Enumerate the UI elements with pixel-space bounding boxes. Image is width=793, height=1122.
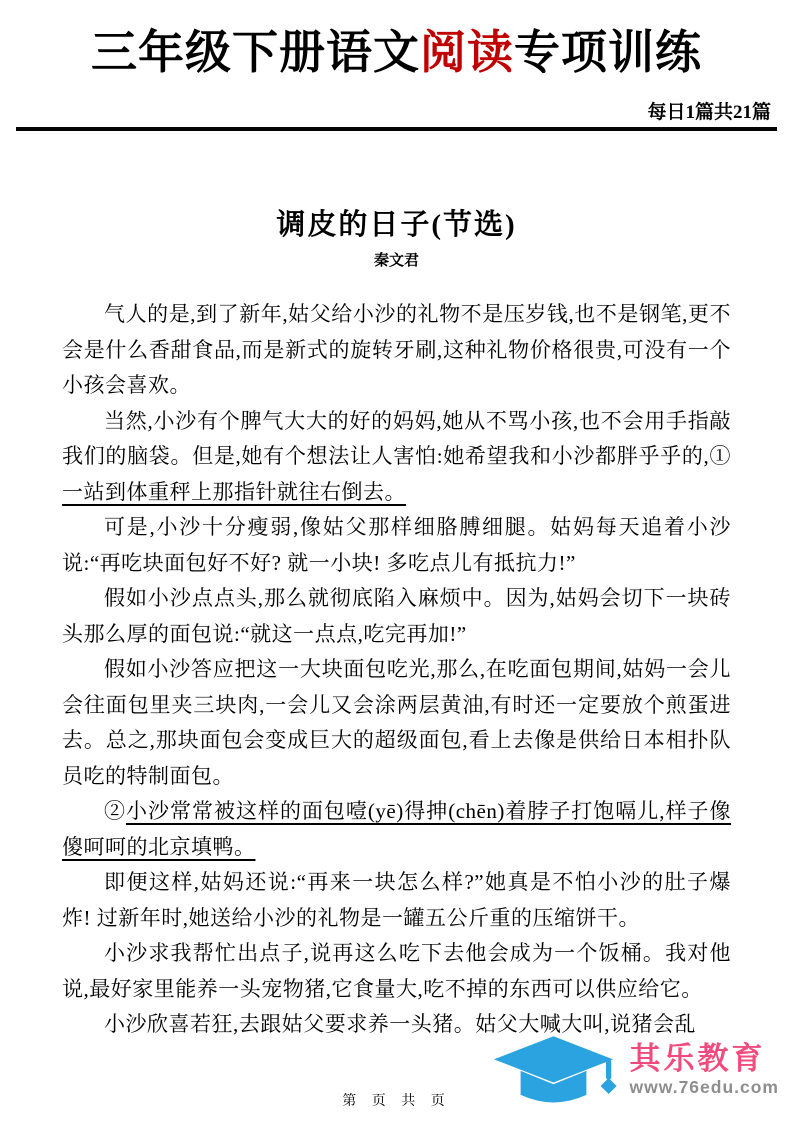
text-segment: 当然,小沙有个脾气大大的好的妈妈,她从不骂小孩,也不会用手指敲我们的脑袋。但是,她有个想法让人害怕:她希望我和小沙都胖乎乎的,①	[62, 408, 731, 468]
paragraph	[62, 510, 731, 581]
article-body	[0, 297, 793, 1043]
article-author: 秦文君	[373, 253, 419, 269]
paragraph	[62, 652, 731, 794]
article-title: 调皮的日子(节选)	[276, 209, 517, 241]
text-segment: 假如小沙点点头,那么就彻底陷入麻烦中。因为,姑妈会切下一块砖头那么厚的面包说:“就这一点点,吃完再加!”	[62, 586, 731, 646]
brand-url: www.76edu.com	[629, 1077, 779, 1097]
underlined-segment: 一站到体重秤上那指针就往右倒去。	[62, 479, 406, 504]
brand-text-block	[630, 1042, 779, 1098]
paragraph	[62, 794, 731, 865]
text-segment: 可是,小沙十分瘦弱,像姑父那样细胳膊细腿。姑妈每天追着小沙说:“再吃块面包好不好? 就一小块! 多吃点儿有抵抗力!”	[62, 515, 731, 575]
page-title-part-2: 专项训练	[514, 26, 702, 78]
header-meta: 每日1篇共21篇	[647, 102, 771, 123]
text-segment: 小沙欣喜若狂,去跟姑父要求养一头猪。姑父大喊大叫,说猪会乱	[104, 1012, 696, 1036]
text-segment: 假如小沙答应把这一大块面包吃光,那么,在吃面包期间,姑妈一会儿会往面包里夹三块肉,一会儿又会涂两层黄油,有时还一定要放个煎蛋进去。总之,那块面包会变成巨大的超级面包,看上去像是供给日本相扑队员吃的特制面包。	[62, 657, 731, 788]
brand-logo	[481, 1030, 779, 1110]
paragraph	[62, 404, 731, 511]
header-rule	[16, 127, 777, 131]
paragraph	[62, 936, 731, 1007]
paragraph	[62, 865, 731, 936]
underlined-segment: 小沙常常被这样的面包噎(yē)得抻(chēn)着脖子打饱嗝儿,样子像傻呵呵的北京填鸭。	[62, 799, 732, 859]
text-segment: ②	[104, 799, 126, 823]
page-number-label: 第 页 共 页	[342, 1094, 451, 1109]
page-title-part-1: 三年级下册语文	[91, 26, 420, 78]
text-segment: 气人的是,到了新年,姑父给小沙的礼物不是压岁钱,也不是钢笔,更不会是什么香甜食品,而是新式的旋转牙刷,这种礼物价格很贵,可没有一个小孩会喜欢。	[62, 302, 731, 397]
page-title	[0, 26, 793, 78]
text-segment: 即便这样,姑妈还说:“再来一块怎么样?”她真是不怕小沙的肚子爆炸! 过新年时,她送给小沙的礼物是一罐五公斤重的压缩饼干。	[62, 870, 731, 930]
graduation-cap-icon	[481, 1030, 626, 1110]
text-segment: 小沙求我帮忙出点子,说再这么吃下去他会成为一个饭桶。我对他说,最好家里能养一头宠物猪,它食量大,吃不掉的东西可以供应给它。	[62, 941, 731, 1001]
paragraph	[62, 581, 731, 652]
brand-name: 其乐教育	[629, 1041, 766, 1076]
page-title-highlight: 阅读	[420, 26, 514, 78]
paragraph	[62, 297, 731, 404]
